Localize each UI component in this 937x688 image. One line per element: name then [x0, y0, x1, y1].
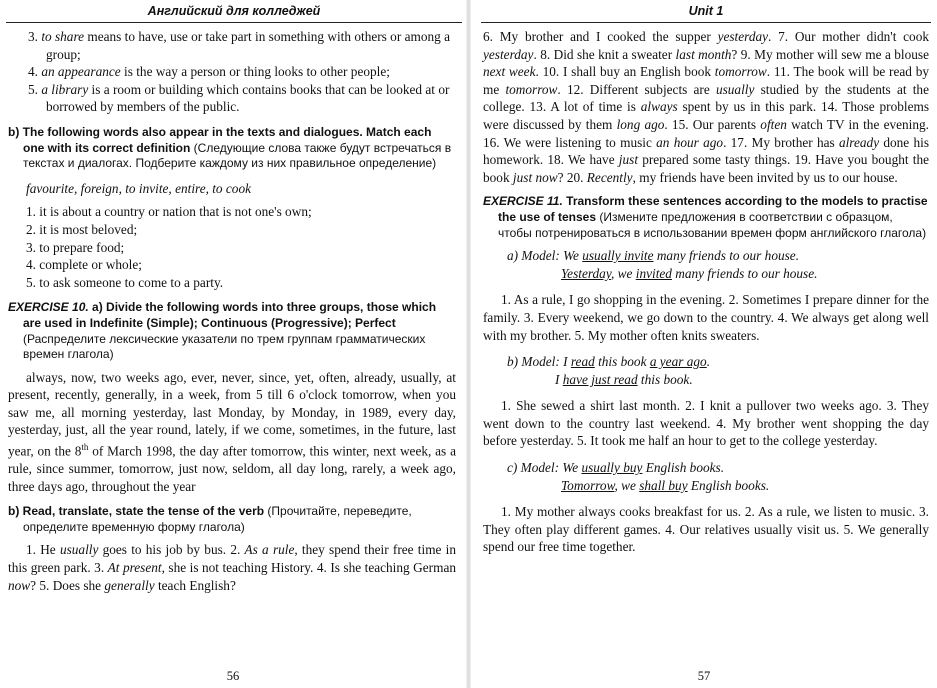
exercise-11a-sentences: 1. As a rule, I go shopping in the evening. 2. Sometimes I prepare dinner for the family. 3. Every weekend, we go down to the country. 4. We always get along well with my brother. 5. My mother often knits sweaters. — [483, 292, 929, 343]
model-b-line1: b) Model: I read this book a year ago. — [507, 354, 711, 370]
exercise-10-words: always, now, two weeks ago, ever, never, since, yet, often, already, usually, at present, recently, generally, in a week, from 5 till 6 o'clock tomorrow, when you saw me, all morning yesterday, last Monday, by Monday, in 1989, every day, yesterday, just, all the year round, lately, if we come, sometimes, in the future, last year, on the 8th of March 1998, the day after tomorrow, this winter, next week, as a rule, since summer, tomorrow, just now, seldom, all day long, rarely, a week ago, three days ago, throughout the year — [8, 369, 456, 494]
page-number-left: 56 — [226, 669, 240, 683]
model-a-line2: Yesterday, we invited many friends to our house. — [561, 265, 818, 281]
exercise-11-heading: EXERCISE 11. Transform these sentences according to the models to practise the use of tenses (Измените предложения в соответствии с образцом, чтобы потренироваться в использовании времен форм английского глагола) — [483, 194, 928, 240]
definition-item: 3. to share means to have, use or take part in something with others or among a group; — [28, 29, 450, 62]
model-a-line1: a) Model: We usually invite many friends to our house. — [507, 248, 800, 264]
definition-b-item: 2. it is most beloved; — [26, 221, 138, 237]
model-c-line2: Tomorrow, we shall buy English books. — [561, 477, 770, 493]
exercise-11b-sentences: 1. She sewed a shirt last month. 2. I knit a pullover two weeks ago. 3. They went down to the country last weekend. 4. My brother went shopping the day before yesterday. 5. It took me half an hour to get to the college yesterday. — [483, 398, 929, 449]
right-page-content — [483, 28, 929, 556]
continued-sentences: 6. My brother and I cooked the supper yesterday. 7. Our mother didn't cook yesterday. 8. Did she knit a sweater last month? 9. My mother will sew me a blouse next week. 10. I shall buy an English book tomorrow. 11. The book will be read by me tomorrow. 12. Different subjects are usually studied by the students at the college. 13. A lot of time is always spent by us in this park. 14. Those problems were discussed by them long ago. 15. Our parents often watch TV in the evening. 16. We were listening to music an hour ago. 17. My brother has already done his homework. 18. We have just prepared some tasty things. 19. Have you bought the book just now? 20. Recently, my friends have been invited by us to our house. — [483, 29, 930, 185]
model-c-line1: c) Model: We usually buy English books. — [507, 460, 725, 476]
left-page-content — [8, 28, 456, 594]
exercise-10b-sentences: 1. He usually goes to his job by bus. 2. As a rule, they spend their free time in this green park. 3. At present, she is not teaching History. 4. Is she teaching German now? 5. Does she generally teach English? — [8, 542, 457, 593]
definition-item: 4. an appearance is the way a person or thing looks to other people; — [28, 64, 390, 80]
definition-b-item: 5. to ask someone to come to a party. — [26, 274, 224, 290]
definition-item: 5. a library is a room or building which contains books that can be looked at or borrowed by members of the public. — [28, 81, 450, 115]
running-head-left: Английский для колледжей — [6, 2, 462, 23]
exercise-10-heading: EXERCISE 10. a) Divide the following words into three groups, those which are used in Indefinite (Simple); Continuous (Progressive); Perfect (Распределите лексические указатели по трем группам грамматических времен глагола) — [8, 300, 437, 362]
exercise-10b-heading: b) Read, translate, state the tense of the verb (Прочитайте, переведите, определите временную форму глагола) — [8, 504, 412, 534]
page-number-right: 57 — [697, 669, 711, 683]
right-page — [471, 0, 937, 688]
definition-b-item: 3. to prepare food; — [26, 239, 125, 255]
running-head-right: Unit 1 — [481, 2, 931, 23]
task-b-heading: b) The following words also appear in the texts and dialogues. Match each one with its correct definition (Следующие слова также будут встречаться в текстах и диалогах. Подберите каждому из них правильное определение) — [8, 124, 452, 171]
vocabulary-words: favourite, foreign, to invite, entire, to cook — [26, 180, 252, 196]
left-page — [0, 0, 466, 688]
exercise-11c-sentences: 1. My mother always cooks breakfast for us. 2. As a rule, we listen to music. 3. They often play different games. 4. Our relatives usually visit us. 5. We generally spend our free time together. — [483, 504, 929, 555]
definition-b-item: 4. complete or whole; — [26, 257, 142, 273]
definition-b-item: 1. it is about a country or nation that is not one's own; — [26, 204, 312, 220]
model-b-line2: I have just read this book. — [555, 371, 693, 387]
